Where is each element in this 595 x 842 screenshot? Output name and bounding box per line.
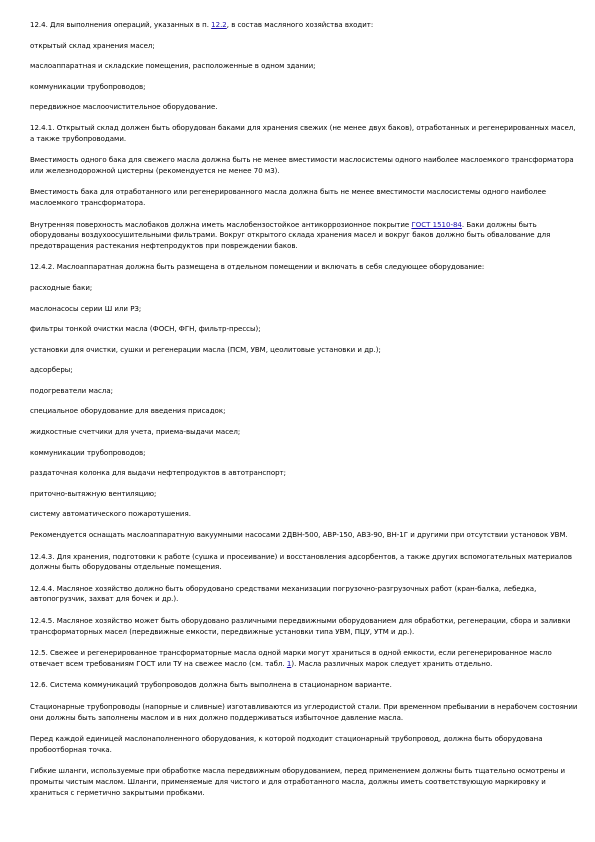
paragraph-12-4-4: 12.4.4. Масляное хозяйство должно быть оборудовано средствами механизации погрузочно-разгрузочных работ (кран-балка, лебедка, автопогрузчик, захват для бочек и др.).	[30, 584, 537, 604]
document-page	[30, 20, 580, 798]
paragraph-12-5	[30, 648, 580, 669]
list-item-meters: жидкостные счетчики для учета, приема-выдачи масел;	[30, 428, 241, 437]
list-item-mobile-equipment: передвижное маслоочистительное оборудование.	[30, 103, 218, 112]
paragraph-sampling-point: Перед каждой единицей маслонаполненного оборудования, к которой подходит стационарный трубопровод, должна быть оборудована пробоотборная точка.	[30, 735, 543, 754]
paragraph-12-4	[30, 20, 580, 31]
list-item-dispenser: раздаточная колонка для выдачи нефтепродуктов в автотранспорт;	[30, 469, 286, 478]
list-item-oil-apparatus-room: маслоаппаратная и складские помещения, расположенные в одном здании;	[30, 62, 316, 71]
paragraph-text: ). Масла различных марок следует хранить отдельно.	[291, 659, 493, 668]
paragraph-text: , в состав масляного хозяйства входит:	[226, 21, 374, 29]
list-item-units: установки для очистки, сушки и регенерации масла (ПСМ, УВМ, цеолитовые установки и др.);	[30, 345, 381, 354]
link-12-2[interactable]: 12.2	[211, 21, 227, 29]
list-item-pipelines: коммуникации трубопроводов;	[30, 82, 146, 91]
link-gost-1510-84[interactable]: ГОСТ 1510-84	[411, 220, 462, 229]
paragraph-text: 12.4. Для выполнения операций, указанных в п.	[30, 21, 212, 29]
paragraph-vacuum-pumps: Рекомендуется оснащать маслоаппаратную вакуумными насосами 2ДВН-500, АВР-150, АВЗ-90, ВН-1Г и другими при отсутствии установок УВМ.	[30, 531, 568, 540]
list-item-ventilation: приточно-вытяжную вентиляцию;	[30, 489, 157, 498]
paragraph-tank-coating	[30, 220, 580, 252]
list-item-fire-system: систему автоматического пожаротушения.	[30, 510, 191, 519]
paragraph-text: 12.5. Свежее и регенерированное трансформаторные масла одной марки могут храниться в одной емкости, если регенерированное масло отвечает всем требованиям ГОСТ или ТУ на свежее масло (см. табл.	[30, 649, 552, 668]
list-item-filters: фильтры тонкой очистки масла (ФОСН, ФГН, фильтр-прессы);	[30, 325, 261, 334]
list-item-heaters: подогреватели масла;	[30, 386, 113, 395]
paragraph-12-4-1: 12.4.1. Открытый склад должен быть оборудован баками для хранения свежих (не менее двух баков), отработанных и регенерированных масел, а также трубопроводами.	[30, 123, 576, 143]
paragraph-flexible-hoses: Гибкие шланги, используемые при обработке масла передвижным оборудованием, перед применением должны быть тщательно осмотрены и промыты чистым маслом. Шланги, применяемые для чистого и для отработанного масла, должны иметь соответствующую маркировку и храниться с герметично закрытыми пробками.	[30, 767, 566, 797]
list-item-tanks: расходные баки;	[30, 283, 93, 292]
paragraph-text: Внутренняя поверхность маслобаков должна иметь маслобензостойкое антикоррозионное покрытие	[30, 220, 412, 229]
list-item-pipelines-2: коммуникации трубопроводов;	[30, 448, 146, 457]
paragraph-stationary-pipes: Стационарные трубопроводы (напорные и сливные) изготавливаются из углеродистой стали. При временном пребывании в нерабочем состоянии они должны быть заполнены маслом и в них должно поддерживаться избыточное давление масла.	[30, 702, 578, 722]
paragraph-12-4-5: 12.4.5. Масляное хозяйство может быть оборудовано различными передвижными оборудованием для обработки, регенерации, сбора и заливки трансформаторных масел (передвижные емкости, передвижные установки типа УВМ, ПЦУ, УТМ и др.).	[30, 617, 571, 636]
paragraph-12-4-3: 12.4.3. Для хранения, подготовки к работе (сушка и просеивание) и восстановления адсорбентов, а также других вспомогательных материалов должны быть оборудованы отдельные помещения.	[30, 552, 572, 572]
paragraph-fresh-oil-tank: Вместимость одного бака для свежего масла должна быть не менее вместимости маслосистемы одного наиболее маслоемкого трансформатора или железнодорожной цистерны (рекомендуется не менее 70 м3).	[30, 156, 574, 175]
list-item-additive-equipment: специальное оборудование для введения присадок;	[30, 407, 226, 416]
paragraph-text: . Баки должны быть оборудованы воздухоосушительными фильтрами. Вокруг открытого склада хранения масел и вокруг баков должно быть обвалование для предотвращения растекания нефтепродуктов при повреждении баков.	[30, 220, 551, 250]
paragraph-12-6: 12.6. Система коммуникаций трубопроводов должна быть выполнена в стационарном варианте.	[30, 681, 392, 690]
link-table-1[interactable]: 1	[286, 659, 292, 668]
list-item-adsorbers: адсорберы;	[30, 366, 73, 375]
list-item-pumps: маслонасосы серии Ш или РЗ;	[30, 304, 142, 313]
list-item-open-storage: открытый склад хранения масел;	[30, 41, 155, 50]
paragraph-used-oil-tank: Вместимость бака для отработанного или регенерированного масла должна быть не менее вместимости маслосистемы одного наиболее маслоемкого трансформатора.	[30, 188, 547, 207]
paragraph-12-4-2: 12.4.2. Маслоаппаратная должна быть размещена в отдельном помещении и включать в себя следующее оборудование:	[30, 263, 485, 272]
